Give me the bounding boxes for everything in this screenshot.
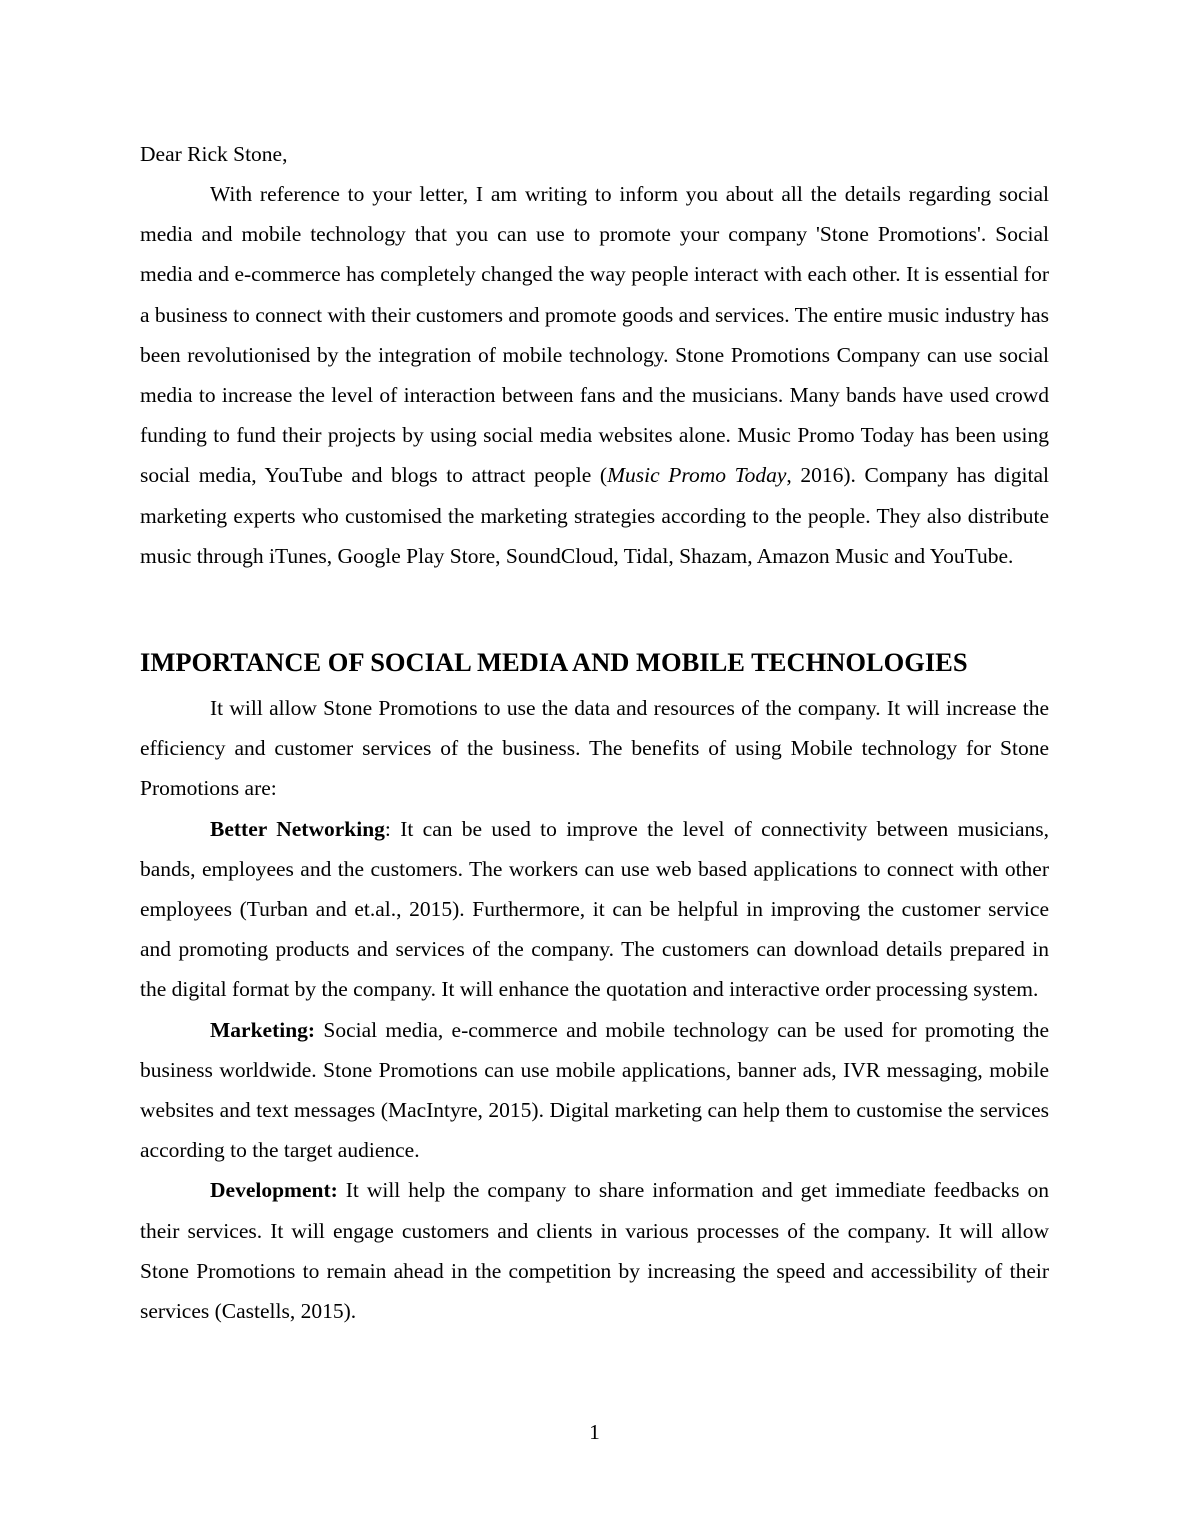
benefit-paragraph-marketing bbox=[140, 1010, 1049, 1171]
benefit-term: Better Networking bbox=[210, 816, 385, 841]
section-heading: IMPORTANCE OF SOCIAL MEDIA AND MOBILE TECHNOLOGIES bbox=[140, 647, 968, 677]
salutation: Dear Rick Stone, bbox=[140, 142, 288, 166]
intro-block bbox=[140, 174, 1049, 576]
benefit-text: : It can be used to improve the level of connectivity between musicians, bands, employees and the customers. The workers can use web based applications to connect with other employees (Turban and et.al., 2015). Furthermore, it can be helpful in improving the customer service and promoting products and services of the company. The customers can download details prepared in the digital format by the company. It will enhance the quotation and interactive order processing system. bbox=[140, 816, 1049, 1002]
benefit-paragraph-development bbox=[140, 1170, 1049, 1331]
citation-title: Music Promo Today bbox=[607, 463, 787, 488]
intro-text-after-citation: , 2016). Company has digital marketing experts who customised the marketing strategies according to the people. They also distribute music through iTunes, Google Play Store, SoundCloud, Tidal, Shazam, Amazon Music and YouTube. bbox=[140, 463, 1049, 568]
section-body bbox=[140, 688, 1049, 1331]
page-number: 1 bbox=[589, 1420, 600, 1444]
benefit-text: Social media, e-commerce and mobile technology can be used for promoting the business worldwide. Stone Promotions can use mobile applications, banner ads, IVR messaging, mobile websites and text messages (MacIntyre, 2015). Digital marketing can help them to customise the services according to the target audience. bbox=[140, 1017, 1049, 1163]
intro-text-before-citation: With reference to your letter, I am writing to inform you about all the details regarding social media and mobile technology that you can use to promote your company 'Stone Promotions'. Social media and e-commerce has completely changed the way people interact with each other. It is essential for a business to connect with their customers and promote goods and services. The entire music industry has been revolutionised by the integration of mobile technology. Stone Promotions Company can use social media to increase the level of interaction between fans and the musicians. Many bands have used crowd funding to fund their projects by using social media websites alone. Music Promo Today has been using social media, YouTube and blogs to attract people ( bbox=[140, 182, 1049, 488]
benefit-term: Marketing: bbox=[210, 1017, 316, 1042]
document-page bbox=[140, 0, 1049, 1540]
benefit-term: Development: bbox=[210, 1178, 338, 1203]
benefit-paragraph-networking bbox=[140, 809, 1049, 1010]
intro-paragraph bbox=[140, 174, 1049, 576]
benefit-text: It will help the company to share information and get immediate feedbacks on their services. It will engage customers and clients in various processes of the company. It will allow Stone Promotions to remain ahead in the competition by increasing the speed and accessibility of their services (Castells, 2015). bbox=[140, 1178, 1049, 1324]
section-intro-paragraph: It will allow Stone Promotions to use the data and resources of the company. It will increase the efficiency and customer services of the business. The benefits of using Mobile technology for Stone Promotions are: bbox=[140, 696, 1049, 801]
